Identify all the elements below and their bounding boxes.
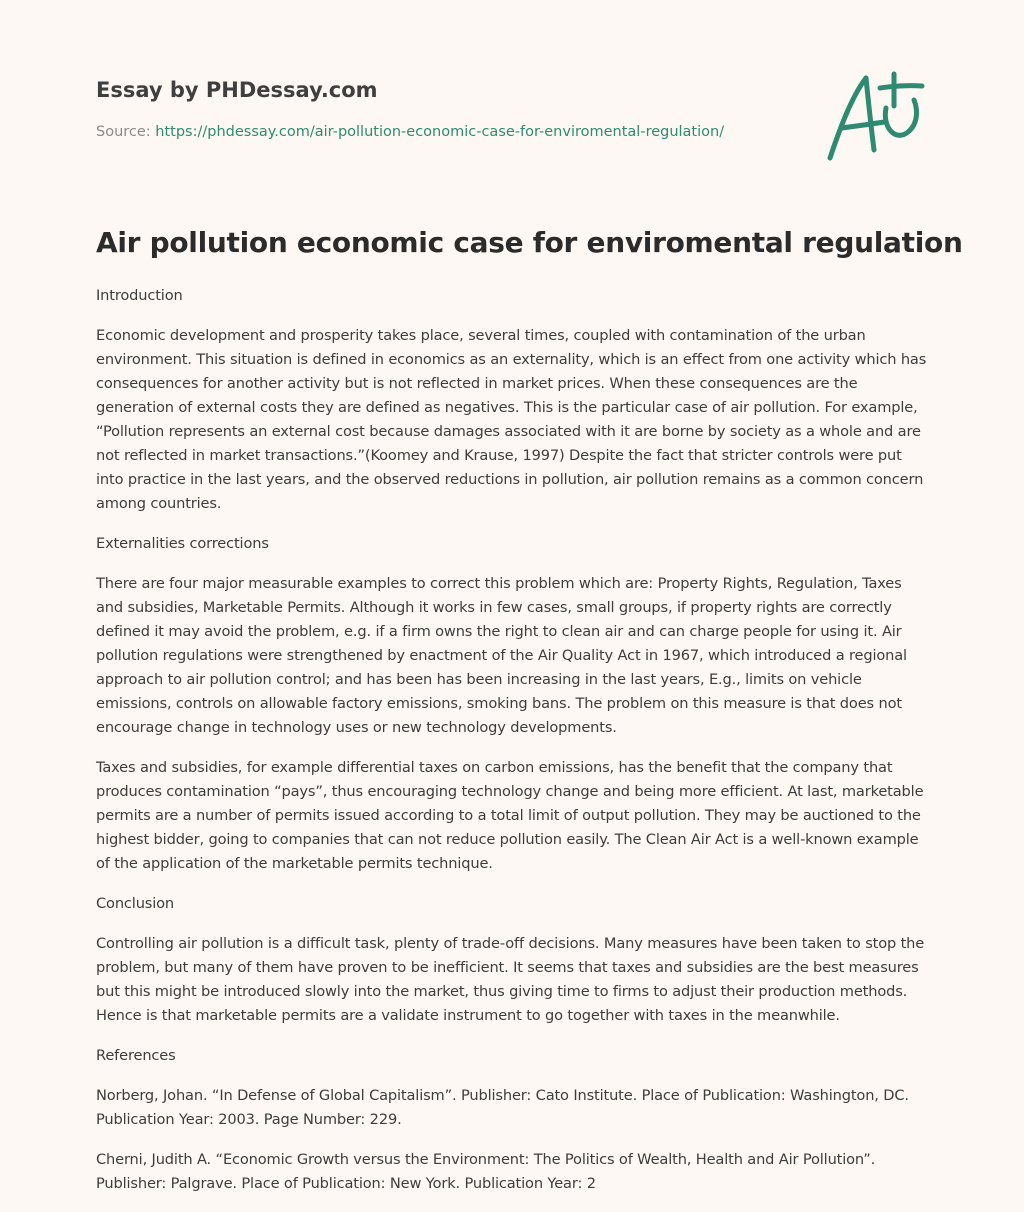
source-label: Source: (96, 124, 151, 140)
site-brand: Essay by PHDessay.com (96, 78, 378, 102)
reference-item: Cherni, Judith A. “Economic Growth versus the Environment: The Politics of Wealth, Health and Air Pollution”. Publisher: Palgrave. Place of Publication: New York. Publication Year: 2 (96, 1151, 876, 1192)
essay-body (96, 284, 931, 1212)
source-link[interactable]: https://phdessay.com/air-pollution-economic-case-for-enviromental-regulation/ (155, 124, 725, 140)
section-heading-externalities: Externalities corrections (96, 535, 269, 552)
paragraph-externalities-1: There are four major measurable examples to correct this problem which are: Property Rights, Regulation, Taxes and subsidies, Marketable Permits. Although it works in few cases, small groups, if property rights are correctly defined it may avoid the problem, e.g. if a firm owns the right to clean air and can charge people for using it. Air pollution regulations were strengthened by enactment of the Air Quality Act in 1967, which introduced a regional approach to air pollution control; and has been has been increasing in the last years, E.g., limits on vehicle emissions, controls on allowable factory emissions, smoking bans. The problem on this measure is that does not encourage change in technology uses or new technology developments. (96, 575, 907, 736)
a-plus-logo-icon (822, 66, 930, 166)
section-heading-conclusion: Conclusion (96, 895, 175, 912)
paragraph-introduction: Economic development and prosperity takes place, several times, coupled with contamination of the urban environment. This situation is defined in economics as an externality, which is an effect from one activity which has consequences for another activity but is not reflected in market prices. When these consequences are the generation of external costs they are defined as negatives. This is the particular case of air pollution. For example, “Pollution represents an external cost because damages associated with it are borne by society as a whole and are not reflected in market transactions.”(Koomey and Krause, 1997) Despite the fact that stricter controls were put into practice in the last years, and the observed reductions in pollution, air pollution remains as a common concern among countries. (96, 327, 927, 512)
source-line (96, 124, 724, 140)
section-heading-introduction: Introduction (96, 287, 183, 304)
essay-title: Air pollution economic case for enviromental regulation (96, 226, 963, 259)
section-heading-references: References (96, 1047, 176, 1064)
paragraph-conclusion: Controlling air pollution is a difficult task, plenty of trade-off decisions. Many measures have been taken to stop the problem, but many of them have proven to be inefficient. It seems that taxes and subsidies are the best measures but this might be introduced slowly into the market, thus giving time to firms to adjust their production methods. Hence is that marketable permits are a validate instrument to go together with taxes in the meanwhile. (96, 935, 925, 1024)
reference-item: Norberg, Johan. “In Defense of Global Capitalism”. Publisher: Cato Institute. Place of Publication: Washington, DC. Publication Year: 2003. Page Number: 229. (96, 1087, 909, 1128)
paragraph-externalities-2: Taxes and subsidies, for example differential taxes on carbon emissions, has the benefit that the company that produces contamination “pays”, thus encouraging technology change and being more efficient. At last, marketable permits are a number of permits issued according to a total limit of output pollution. They may be auctioned to the highest bidder, going to companies that can not reduce pollution easily. The Clean Air Act is a well-known example of the application of the marketable permits technique. (96, 759, 924, 872)
